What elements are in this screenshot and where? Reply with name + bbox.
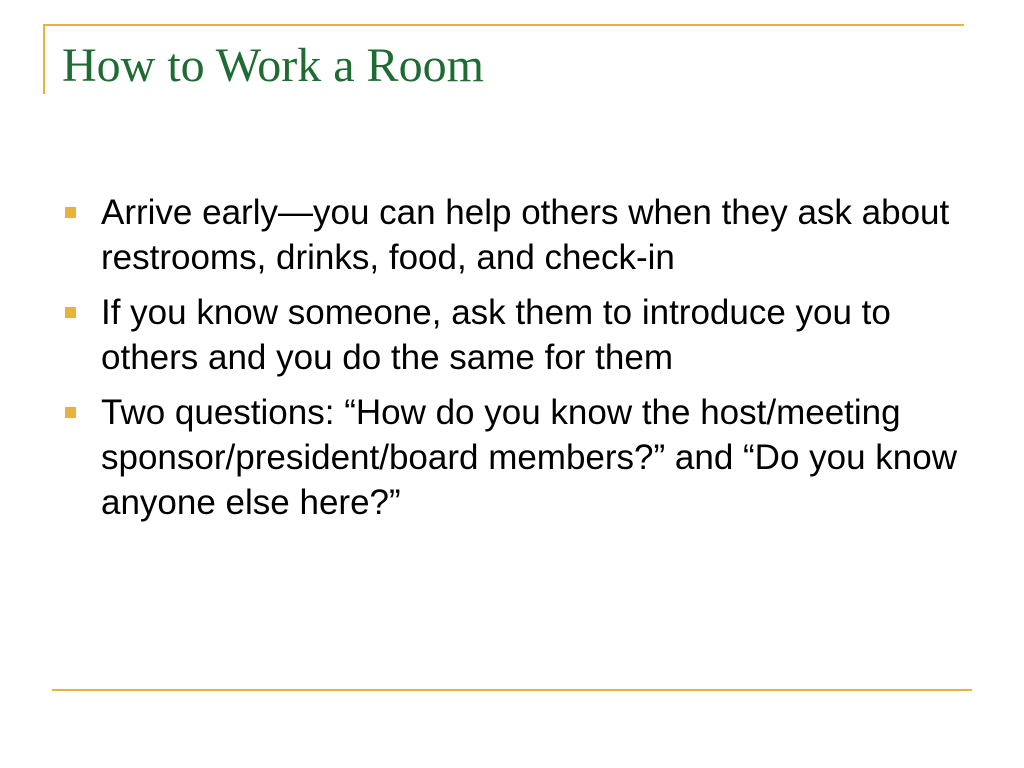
list-item [62, 390, 962, 525]
bullet-text: Two questions: “How do you know the host/meeting sponsor/president/board members?” and “Do you know anyone else here?” [101, 393, 957, 522]
list-item [62, 190, 962, 280]
square-bullet-icon [65, 407, 76, 418]
square-bullet-icon [65, 207, 76, 218]
bottom-rule [52, 689, 972, 691]
square-bullet-icon [65, 307, 76, 318]
list-item [62, 290, 962, 380]
slide-title: How to Work a Room [62, 39, 484, 92]
left-rule [43, 24, 45, 94]
bullet-text: Arrive early—you can help others when they ask about restrooms, drinks, food, and check-in [101, 193, 950, 277]
top-rule [43, 24, 964, 26]
bullet-list [62, 190, 962, 535]
bullet-text: If you know someone, ask them to introduce you to others and you do the same for them [101, 293, 891, 377]
